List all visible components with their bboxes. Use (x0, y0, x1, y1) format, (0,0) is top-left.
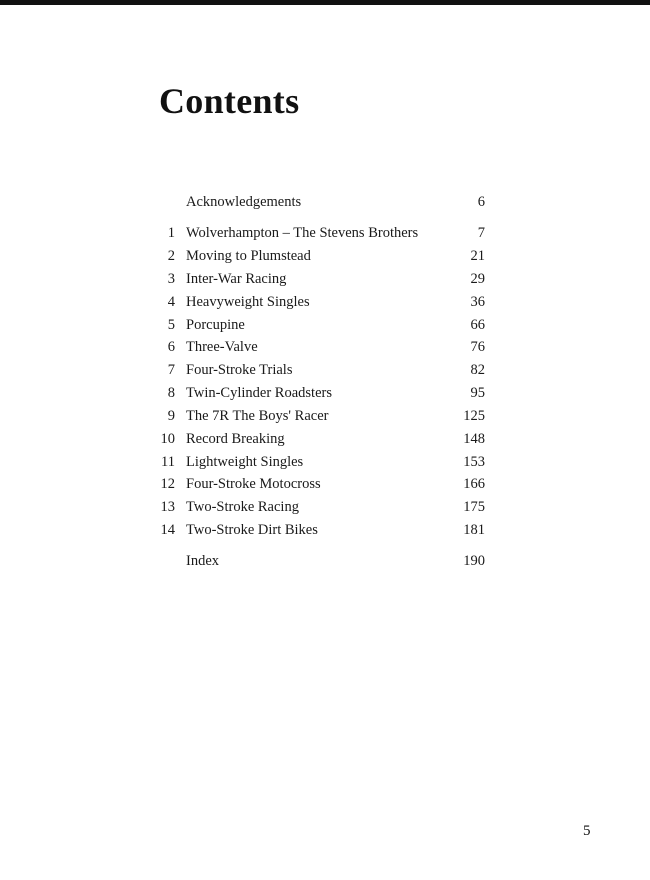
toc-entry-chapter[interactable] (150, 429, 485, 449)
toc-chapter-number: 9 (167, 408, 175, 424)
toc-entry-label: Two-Stroke Dirt Bikes (186, 522, 318, 538)
toc-entry-page: 21 (470, 248, 485, 264)
toc-entry-page: 153 (463, 454, 485, 470)
toc-entry-chapter[interactable] (150, 360, 485, 380)
toc-entry-chapter[interactable] (150, 383, 485, 403)
page-number: 5 (583, 823, 591, 839)
toc-chapter-number: 4 (167, 294, 175, 310)
toc-entry-index[interactable] (150, 551, 485, 571)
toc-chapter-number: 14 (160, 522, 175, 538)
toc-chapter-number: 2 (167, 248, 175, 264)
toc-entry-page: 76 (470, 339, 485, 355)
toc-entry-label: Porcupine (186, 317, 245, 333)
toc-entry-chapter[interactable] (150, 406, 485, 426)
toc-entry-label: Twin-Cylinder Roadsters (186, 385, 332, 401)
toc-chapter-number: 8 (167, 385, 175, 401)
toc-chapter-number: 5 (167, 317, 175, 333)
toc-entry-page: 29 (470, 271, 485, 287)
toc-entry-label: The 7R The Boys' Racer (186, 408, 329, 424)
toc-entry-page: 36 (470, 294, 485, 310)
toc-entry-page: 7 (477, 225, 485, 241)
toc-entry-page: 190 (463, 553, 485, 569)
toc-entry-label: Four-Stroke Motocross (186, 476, 321, 492)
toc-entry-chapter[interactable] (150, 520, 485, 540)
toc-entry-page: 82 (470, 362, 485, 378)
toc-entry-label: Index (186, 553, 220, 569)
page-title: Contents (159, 81, 300, 121)
toc-entry-label: Moving to Plumstead (186, 248, 311, 264)
toc-entry-label: Three-Valve (186, 339, 258, 355)
toc-entry-label: Four-Stroke Trials (186, 362, 293, 378)
toc-chapter-number: 3 (167, 271, 175, 287)
toc-entry-chapter[interactable] (150, 223, 485, 243)
toc-entry-page: 125 (463, 408, 485, 424)
toc-entry-chapter[interactable] (150, 315, 485, 335)
toc-chapter-number: 12 (160, 476, 175, 492)
toc-entry-label: Acknowledgements (186, 194, 302, 210)
toc-chapter-number: 13 (160, 499, 175, 515)
toc-entry-chapter[interactable] (150, 246, 485, 266)
toc-entry-chapter[interactable] (150, 474, 485, 494)
toc-entry-page: 95 (470, 385, 485, 401)
toc-chapter-number: 11 (161, 454, 175, 470)
toc-chapter-number: 1 (167, 225, 175, 241)
toc-entry-page: 66 (470, 317, 485, 333)
toc-entry-chapter[interactable] (150, 497, 485, 517)
toc-entry-page: 175 (463, 499, 485, 515)
toc-entry-label: Two-Stroke Racing (186, 499, 299, 515)
toc-chapter-number: 7 (167, 362, 175, 378)
toc-entry-label: Wolverhampton – The Stevens Brothers (186, 225, 419, 241)
toc-entry-chapter[interactable] (150, 269, 485, 289)
toc-entry-label: Heavyweight Singles (186, 294, 310, 310)
toc-entry-page: 6 (477, 194, 485, 210)
toc-entry-chapter[interactable] (150, 292, 485, 312)
toc-entry-chapter[interactable] (150, 452, 485, 472)
toc-chapter-number: 10 (160, 431, 175, 447)
toc-entry-page: 166 (463, 476, 485, 492)
toc-entry-page: 181 (463, 522, 485, 538)
toc-entry-label: Lightweight Singles (186, 454, 304, 470)
toc-entry-chapter[interactable] (150, 337, 485, 357)
toc-entry-label: Record Breaking (186, 431, 285, 447)
toc-entry-acknowledgements[interactable] (150, 192, 485, 212)
toc-entry-page: 148 (463, 431, 485, 447)
toc-chapter-number: 6 (167, 339, 175, 355)
toc-entry-label: Inter-War Racing (186, 271, 287, 287)
top-border-rule (0, 0, 650, 5)
